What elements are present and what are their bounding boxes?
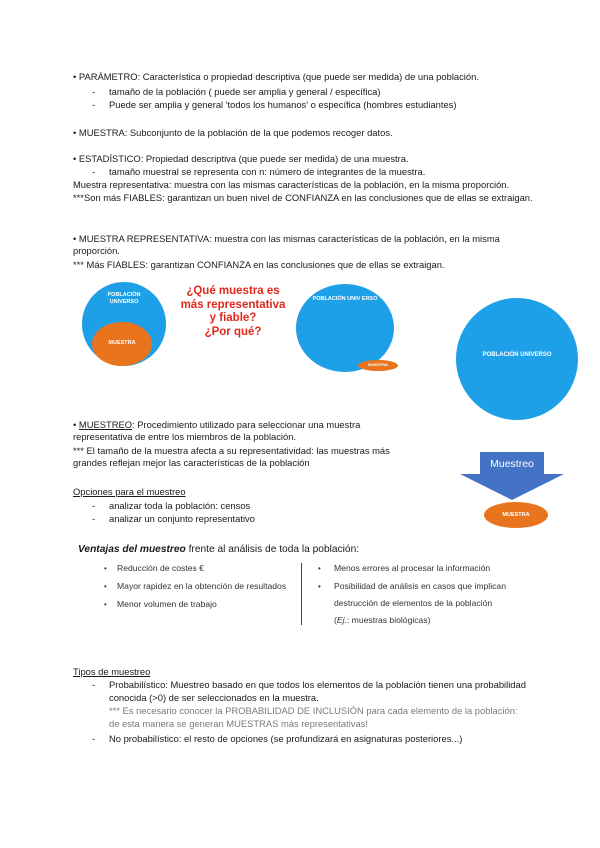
ventaja-left: Mayor rapidez en la obtención de resultados <box>117 581 287 591</box>
ventaja-right: Menos errores al procesar la información <box>334 563 491 573</box>
sample-label-1: MUESTRA <box>108 340 136 346</box>
question-line: más representativa <box>180 298 286 311</box>
bullet-dot: • <box>318 564 321 573</box>
ventajas-divider <box>301 563 302 625</box>
ventajas-heading-italic: Ventajas del muestreo <box>78 544 186 555</box>
parametro-definition: • PARÁMETRO: Característica o propiedad descriptiva (que puede ser medida) de una población. <box>73 71 479 82</box>
probabilidad-note-cont: de esta manera se generan MUESTRAS más representativas! <box>109 718 368 729</box>
question-line: ¿Qué muestra es <box>186 285 280 297</box>
tipo-probabilistico: Probabilístico: Muestreo basado en que todos los elementos de la población tienen una probabilidad <box>109 679 526 690</box>
example-open: ( <box>334 615 337 625</box>
muestreo-arrow-label: Muestreo <box>490 458 534 470</box>
representative-question <box>176 285 290 339</box>
population-label-1: POBLACIÓN UNIVERSO <box>107 292 141 305</box>
tipos-heading: Tipos de muestreo <box>73 666 151 677</box>
tipo-no-probabilistico: No probabilístico: el resto de opciones (se profundizará en asignaturas posteriores...) <box>109 733 463 744</box>
population-label-large: POBLACIÓN UNIVERSO <box>482 352 552 358</box>
tipo-probabilistico-cont: conocida (>0) de ser seleccionados en la muestra. <box>109 692 319 703</box>
sample-label-3: MUESTRA <box>502 512 530 518</box>
ventaja-right: Posibilidad de análisis en casos que implican <box>334 581 506 591</box>
estadistico-sub-item: tamaño muestral se representa con n: número de integrantes de la muestra. <box>109 166 426 177</box>
bullet-dot: • <box>318 582 321 591</box>
fiables-note: ***Son más FIABLES: garantizan un buen nivel de CONFIANZA en las conclusiones que de ellas se extraigan. <box>73 192 533 203</box>
example-rest: : muestras biológicas) <box>346 615 431 625</box>
ventaja-right: destrucción de elementos de la población <box>334 598 493 608</box>
list-dash: - <box>92 500 96 511</box>
ventaja-left: Menor volumen de trabajo <box>117 599 217 609</box>
probabilidad-note: *** Es necesario conocer la PROBABILIDAD DE INCLUSIÓN para cada elemento de la población: <box>109 705 518 716</box>
list-dash: - <box>92 166 96 177</box>
bullet-dot: • <box>104 582 107 591</box>
bullet-dot: • <box>104 600 107 609</box>
population-label-2: POBLACIÓN UNIV ERSO <box>312 296 378 302</box>
sample-label-2: MUESTRA <box>368 362 388 367</box>
muestra-representativa-line: Muestra representativa: muestra con las mismas características de la población, en la misma proporción. <box>73 179 510 190</box>
question-line: ¿Por qué? <box>204 325 262 338</box>
parametro-sub-item: Puede ser amplia y general 'todos los humanos' o específica (hombres estudiantes) <box>109 99 457 110</box>
muestreo-term: MUESTREO <box>78 419 133 430</box>
bullet-dot: • <box>104 564 107 573</box>
muestreo-definition-text: : Procedimiento utilizado para seleccionar una muestra representativa de entre los miembros de la población. <box>73 419 361 442</box>
muestreo-bullet: • <box>73 419 79 430</box>
list-dash: - <box>92 679 96 690</box>
population-circle-large <box>456 298 578 420</box>
mas-fiables-note: *** Más FIABLES: garantizan CONFIANZA en las conclusiones que de ellas se extraigan. <box>73 259 445 270</box>
estadistico-definition: • ESTADÍSTICO: Propiedad descriptiva (que puede ser medida) de una muestra. <box>73 153 409 164</box>
opciones-item: analizar un conjunto representativo <box>109 513 255 524</box>
list-dash: - <box>92 733 96 744</box>
list-dash: - <box>92 513 96 524</box>
ventajas-heading <box>78 544 359 556</box>
ventajas-heading-rest: frente al análisis de toda la población: <box>185 544 360 555</box>
parametro-sub-item: tamaño de la población ( puede ser amplia y general / específica) <box>109 86 381 97</box>
list-dash: - <box>92 86 96 97</box>
muestra-representativa-definition: • MUESTRA REPRESENTATIVA: muestra con las mismas características de la población, en la misma proporción. <box>73 233 500 256</box>
opciones-heading: Opciones para el muestreo <box>73 486 186 497</box>
muestreo-definition <box>73 419 418 443</box>
example-italic: Ej. <box>336 615 347 625</box>
list-dash: - <box>92 99 96 110</box>
ventaja-right-example <box>334 615 431 626</box>
opciones-item: analizar toda la población: censos <box>109 500 251 511</box>
question-line: y fiable? <box>209 312 257 324</box>
muestra-definition: • MUESTRA: Subconjunto de la población de la que podemos recoger datos. <box>73 127 393 138</box>
ventaja-left: Reducción de costes € <box>117 563 204 573</box>
muestreo-size-note: *** El tamaño de la muestra afecta a su representatividad: las muestras más grandes reflejan mejor las características de la población <box>73 445 390 468</box>
